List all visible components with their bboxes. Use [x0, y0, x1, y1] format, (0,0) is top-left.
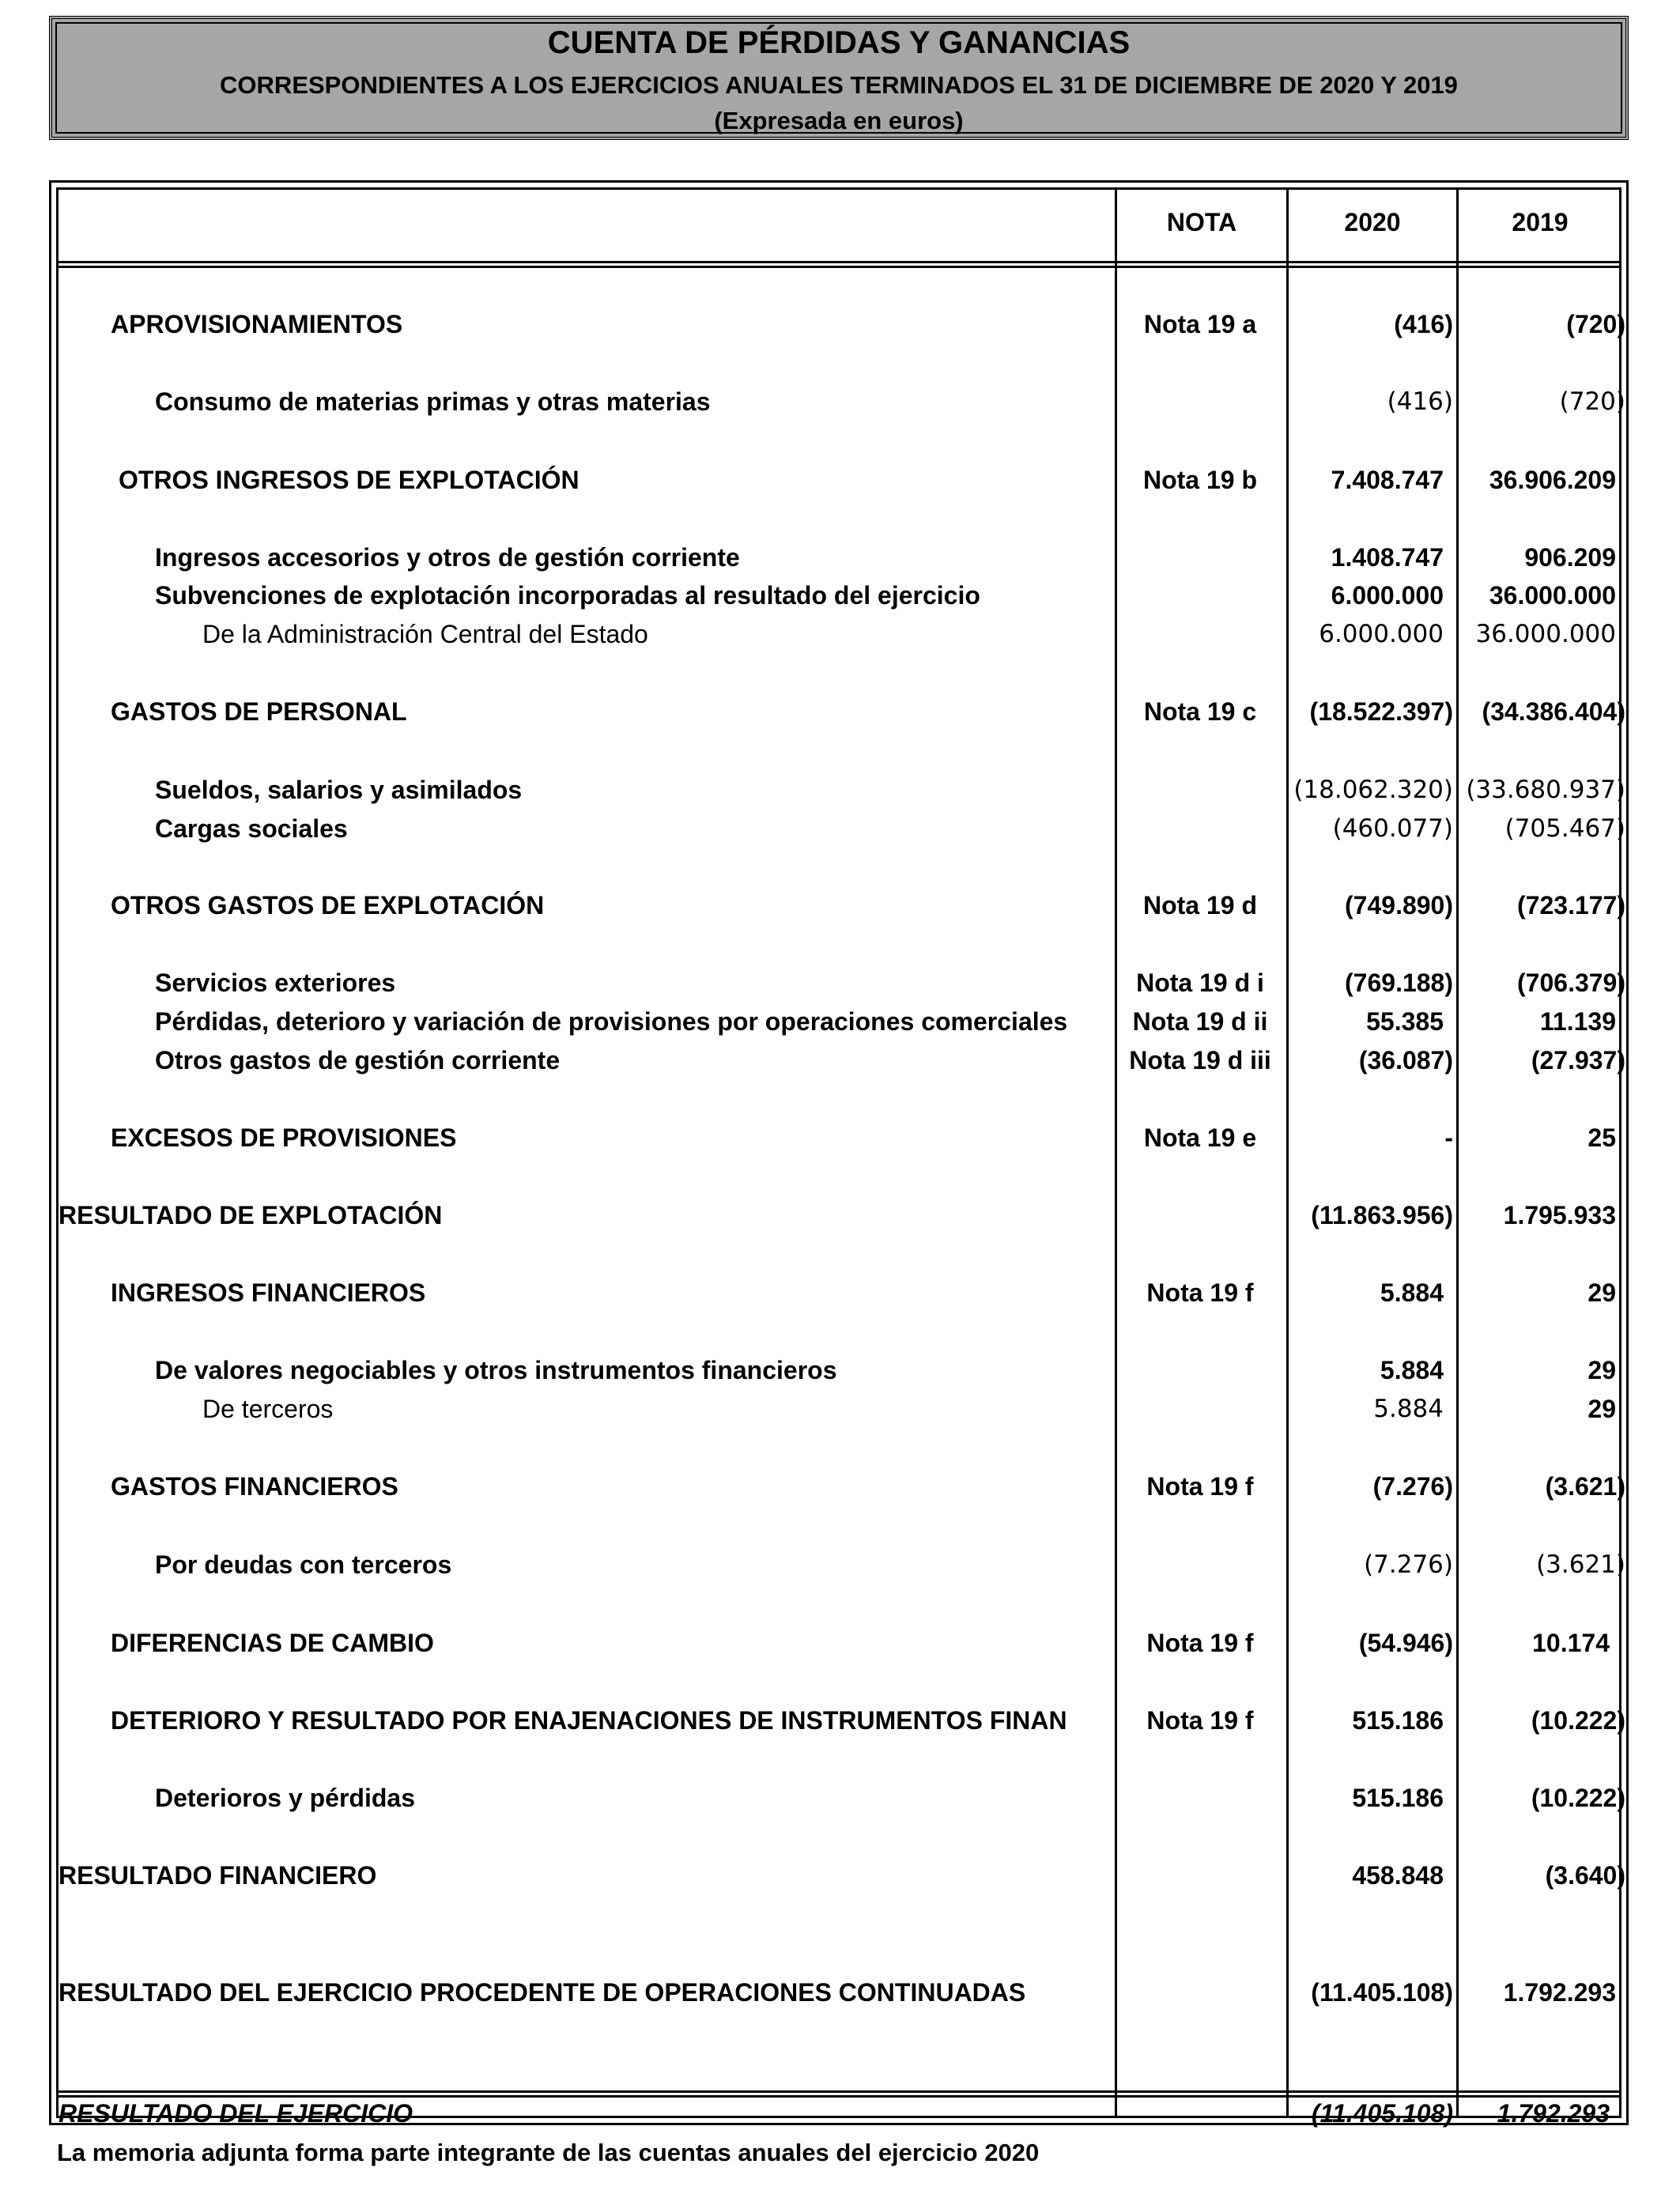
row-value-2019: (10.222) — [1531, 1784, 1625, 1812]
row-value-2019: (720) — [1559, 387, 1625, 416]
row-label: Servicios exteriores — [155, 969, 396, 997]
table-row — [0, 1860, 1680, 1891]
row-value-2019: (705.467) — [1504, 814, 1625, 843]
row-value-2020: 5.884 — [1380, 1356, 1444, 1384]
row-value-2019: (3.621) — [1536, 1550, 1625, 1579]
row-nota: Nota 19 f — [1146, 1629, 1254, 1657]
table-row — [0, 1782, 1680, 1814]
row-label: Otros gastos de gestión corriente — [155, 1046, 561, 1074]
row-value-2020: 515.186 — [1352, 1706, 1444, 1735]
table-row — [0, 1044, 1680, 1076]
row-value-2020: 7.408.747 — [1331, 466, 1444, 494]
row-label: INGRESOS FINANCIEROS — [111, 1278, 426, 1307]
row-value-2020: (460.077) — [1332, 814, 1453, 843]
row-value-2019: (723.177) — [1517, 891, 1625, 920]
row-value-2019: (33.680.937) — [1466, 776, 1625, 804]
row-value-2020: 6.000.000 — [1331, 581, 1444, 610]
row-value-2020: (18.522.397) — [1309, 697, 1453, 726]
table-row — [0, 1006, 1680, 1037]
table-row — [0, 696, 1680, 727]
row-value-2020: (749.890) — [1345, 891, 1453, 920]
row-value-2020: (18.062.320) — [1293, 776, 1453, 804]
row-label: DIFERENCIAS DE CAMBIO — [111, 1629, 434, 1657]
row-label: RESULTADO DE EXPLOTACIÓN — [59, 1201, 443, 1229]
row-label: De terceros — [202, 1395, 334, 1423]
total-row — [0, 2098, 1680, 2129]
table-row — [0, 386, 1680, 417]
row-label: Cargas sociales — [155, 814, 348, 843]
row-value-2019: 36.906.209 — [1489, 466, 1616, 494]
total-divider — [56, 2090, 1621, 2093]
column-header-2020: 2020 — [1344, 208, 1401, 236]
table-row — [0, 1122, 1680, 1154]
row-nota: Nota 19 f — [1146, 1472, 1254, 1501]
row-nota: Nota 19 e — [1143, 1123, 1257, 1152]
row-nota: Nota 19 a — [1143, 310, 1257, 338]
row-value-2020: (7.276) — [1372, 1472, 1453, 1501]
table-row — [0, 1627, 1680, 1659]
row-label: OTROS GASTOS DE EXPLOTACIÓN — [111, 891, 545, 920]
row-value-2020: - — [1444, 1123, 1453, 1152]
row-label: OTROS INGRESOS DE EXPLOTACIÓN — [119, 466, 580, 494]
table-row — [0, 889, 1680, 921]
table-row — [0, 1705, 1680, 1736]
row-label: Ingresos accesorios y otros de gestión corriente — [155, 543, 740, 572]
row-nota: Nota 19 c — [1143, 697, 1257, 726]
row-label: APROVISIONAMIENTOS — [111, 310, 403, 338]
row-value-2020: (416) — [1387, 387, 1453, 416]
row-nota: Nota 19 f — [1146, 1278, 1254, 1307]
row-value-2019: (3.640) — [1545, 1861, 1625, 1890]
row-nota: Nota 19 f — [1146, 1706, 1254, 1735]
row-value-2019: (706.379) — [1517, 969, 1625, 997]
header-divider — [56, 261, 1621, 263]
row-label: Por deudas con terceros — [155, 1550, 452, 1579]
row-nota: Nota 19 d ii — [1132, 1007, 1268, 1036]
row-label: De la Administración Central del Estado — [202, 620, 648, 648]
row-value-2019: 29 — [1588, 1395, 1616, 1423]
title-block — [49, 16, 1629, 140]
row-value-2019: 36.000.000 — [1475, 620, 1616, 648]
row-value-2020: (11.405.108) — [1311, 1978, 1453, 2007]
table-row — [0, 1393, 1680, 1425]
table-row — [0, 1549, 1680, 1580]
row-label: Sueldos, salarios y asimilados — [155, 776, 523, 804]
row-value-2020: (7.276) — [1364, 1550, 1453, 1579]
row-nota: Nota 19 d — [1142, 891, 1258, 920]
statement-subtitle: CORRESPONDIENTES A LOS EJERCICIOS ANUALES TERMINADOS EL 31 DE DICIEMBRE DE 2020 Y 2019 — [220, 71, 1458, 99]
row-nota: Nota 19 d iii — [1129, 1046, 1271, 1074]
table-row — [0, 308, 1680, 340]
row-label: EXCESOS DE PROVISIONES — [111, 1123, 457, 1152]
row-value-2020: 1.408.747 — [1331, 543, 1444, 572]
row-nota: Nota 19 b — [1142, 466, 1258, 494]
table-row — [0, 1277, 1680, 1308]
row-value-2019: 36.000.000 — [1489, 581, 1616, 610]
table-row — [0, 1354, 1680, 1386]
row-value-2019: (27.937) — [1531, 1046, 1625, 1074]
row-value-2019: 906.209 — [1524, 543, 1616, 572]
row-value-2020: (416) — [1394, 310, 1453, 338]
table-row — [0, 813, 1680, 844]
row-value-2019: 29 — [1588, 1356, 1616, 1384]
row-value-2019: 1.795.933 — [1503, 1201, 1616, 1229]
table-row — [0, 580, 1680, 611]
row-label: DETERIORO Y RESULTADO POR ENAJENACIONES DE INSTRUMENTOS FINAN — [111, 1706, 1067, 1735]
row-value-2020: (11.405.108) — [1311, 2099, 1453, 2128]
row-value-2020: (11.863.956) — [1311, 1201, 1453, 1229]
row-label: RESULTADO FINANCIERO — [59, 1861, 377, 1890]
row-value-2020: (54.946) — [1358, 1629, 1453, 1657]
row-label: Subvenciones de explotación incorporadas al resultado del ejercicio — [155, 581, 980, 610]
row-value-2020: 5.884 — [1373, 1395, 1444, 1423]
row-value-2019: 1.792.293 — [1503, 1978, 1616, 2007]
statement-title: CUENTA DE PÉRDIDAS Y GANANCIAS — [547, 25, 1131, 60]
table-row — [0, 464, 1680, 496]
row-value-2020: 55.385 — [1366, 1007, 1444, 1036]
row-value-2020: 515.186 — [1352, 1784, 1444, 1812]
row-value-2019: 1.792.293 — [1497, 2099, 1610, 2128]
row-label: RESULTADO DEL EJERCICIO — [59, 2099, 413, 2128]
row-value-2019: 29 — [1588, 1278, 1616, 1307]
row-value-2019: (720) — [1566, 310, 1625, 338]
footer-note: La memoria adjunta forma parte integrante de las cuentas anuales del ejercicio 2020 — [57, 2139, 1040, 2166]
row-value-2019: 10.174 — [1532, 1629, 1610, 1657]
row-label: Consumo de materias primas y otras materias — [155, 387, 711, 416]
row-value-2020: (769.188) — [1345, 969, 1453, 997]
row-value-2020: 5.884 — [1380, 1278, 1444, 1307]
row-value-2019: (10.222) — [1531, 1706, 1625, 1735]
row-label: Pérdidas, deterioro y variación de provisiones por operaciones comerciales — [155, 1007, 1068, 1036]
row-label: De valores negociables y otros instrumentos financieros — [155, 1356, 837, 1384]
row-label: RESULTADO DEL EJERCICIO PROCEDENTE DE OPERACIONES CONTINUADAS — [59, 1978, 1026, 2007]
row-value-2019: (3.621) — [1545, 1472, 1625, 1501]
row-value-2019: 11.139 — [1539, 1007, 1616, 1036]
table-row — [0, 1977, 1680, 2008]
statement-units: (Expresada en euros) — [714, 107, 964, 134]
row-label: GASTOS DE PERSONAL — [111, 697, 407, 726]
row-value-2020: 458.848 — [1352, 1861, 1444, 1890]
row-value-2020: 6.000.000 — [1319, 620, 1444, 648]
row-label: Deterioros y pérdidas — [155, 1784, 415, 1812]
row-value-2019: 25 — [1588, 1123, 1616, 1152]
table-row — [0, 1199, 1680, 1231]
row-value-2019: (34.386.404) — [1482, 697, 1625, 726]
table-row — [0, 542, 1680, 573]
header-divider — [56, 266, 1621, 268]
row-nota: Nota 19 d i — [1136, 969, 1264, 997]
column-header-nota: NOTA — [1166, 208, 1237, 236]
row-label: GASTOS FINANCIEROS — [111, 1472, 398, 1501]
table-row — [0, 1471, 1680, 1502]
table-row — [0, 774, 1680, 806]
table-row — [0, 618, 1680, 650]
table-row — [0, 967, 1680, 999]
row-value-2020: (36.087) — [1358, 1046, 1453, 1074]
column-header-2019: 2019 — [1512, 208, 1569, 236]
